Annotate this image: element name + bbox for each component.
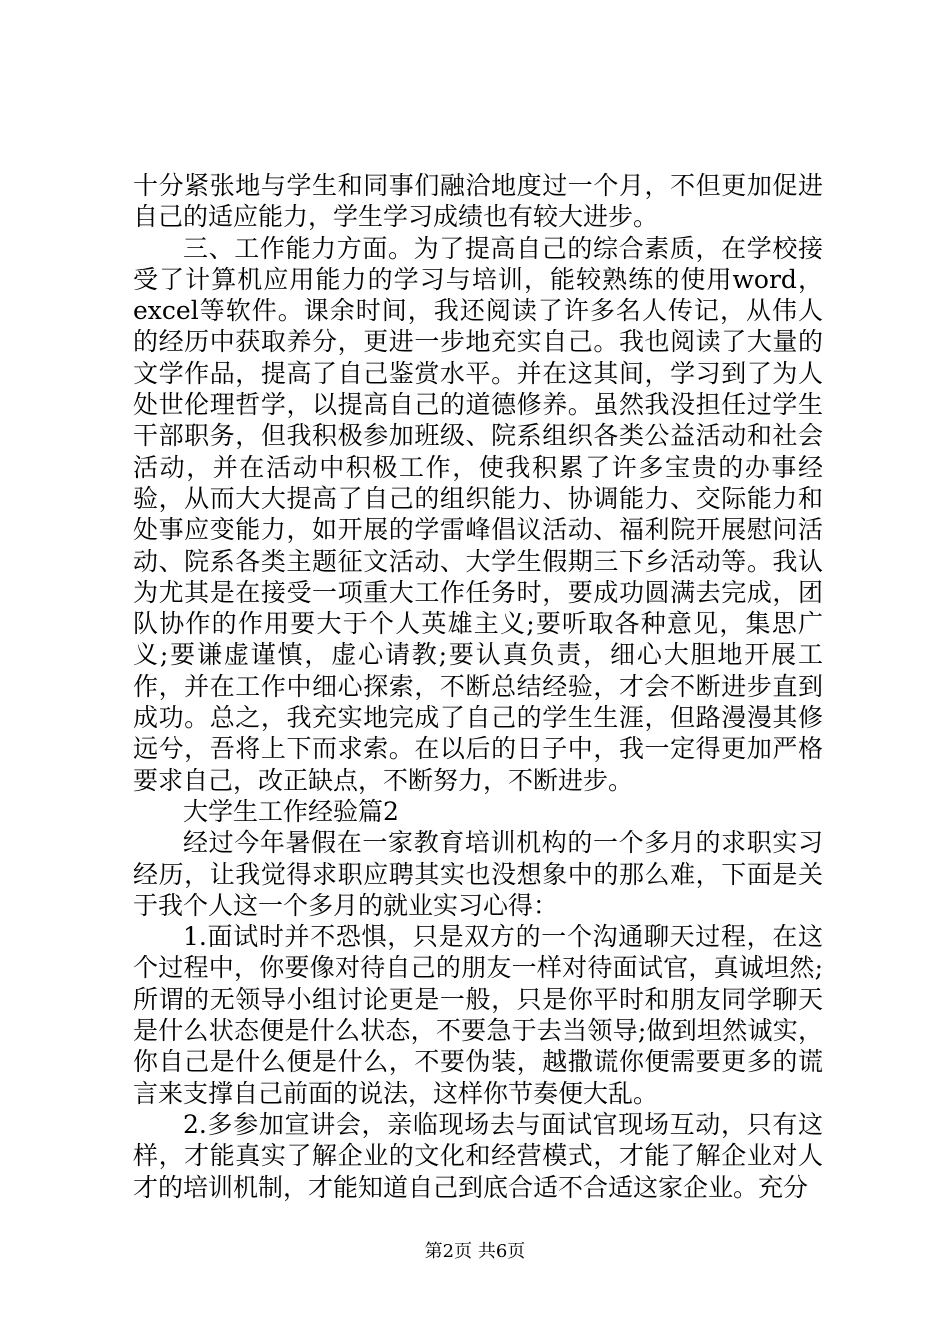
paragraph-work-ability: 三、工作能力方面。为了提高自己的综合素质，在学校接受了计算机应用能力的学习与培训，能较熟练的使用word，excel等软件。课余时间，我还阅读了许多名人传记，从伟人的经历中获取养分，更进一步地充实自己。我也阅读了大量的文学作品，提高了自己鉴赏水平。并在这其间，学习到了为人处世伦理哲学，以提高自己的道德修养。虽然我没担任过学生干部职务，但我积极参加班级、院系组织各类公益活动和社会活动，并在活动中积极工作，使我积累了许多宝贵的办事经验，从而大大提高了自己的组织能力、协调能力、交际能力和处事应变能力，如开展的学雷峰倡议活动、福利院开展慰问活动、院系各类主题征文活动、大学生假期三下乡活动等。我认为尤其是在接受一项重大工作任务时，要成功圆满去完成，团队协作的作用要大于个人英雄主义;要听取各种意见，集思广义;要谦虚谨慎，虚心请教;要认真负责，细心大胆地开展工作，并在工作中细心探索，不断总结经验，才会不断进步直到成功。总之，我充实地完成了自己的学生生涯，但路漫漫其修远兮，吾将上下而求索。在以后的日子中，我一定得更加严格要求自己，改正缺点，不断努力，不断进步。 bbox=[133, 233, 823, 795]
paragraph-point-1: 1.面试时并不恐惧，只是双方的一个沟通聊天过程，在这个过程中，你要像对待自己的朋友一样对待面试官，真诚坦然;所谓的无领导小组讨论更是一般，只是你平时和朋友同学聊天是什么状态便是什么状态，不要急于去当领导;做到坦然诚实，你自己是什么便是什么，不要伪装，越撒谎你便需要更多的谎言来支撑自己前面的说法，这样你节奏便大乱。 bbox=[133, 922, 823, 1108]
paragraph-point-2: 2.多参加宣讲会，亲临现场去与面试官现场互动，只有这样，才能真实了解企业的文化和经营模式，才能了解企业对人才的培训机制，才能知道自己到底合适不合适这家企业。充分 bbox=[133, 1109, 823, 1202]
section-heading: 大学生工作经验篇2 bbox=[183, 796, 399, 826]
paragraph-continuation: 十分紧张地与学生和同事们融洽地度过一个月，不但更加促进自己的适应能力，学生学习成绩也有较大进步。 bbox=[133, 171, 823, 232]
page-number: 第2页 共6页 bbox=[424, 1241, 526, 1262]
paragraph-internship-intro: 经过今年暑假在一家教育培训机构的一个多月的求职实习经历，让我觉得求职应聘其实也没想象中的那么难，下面是关于我个人这一个多月的就业实习心得： bbox=[133, 828, 823, 920]
document-body bbox=[133, 170, 823, 1203]
page-footer bbox=[0, 1241, 950, 1263]
